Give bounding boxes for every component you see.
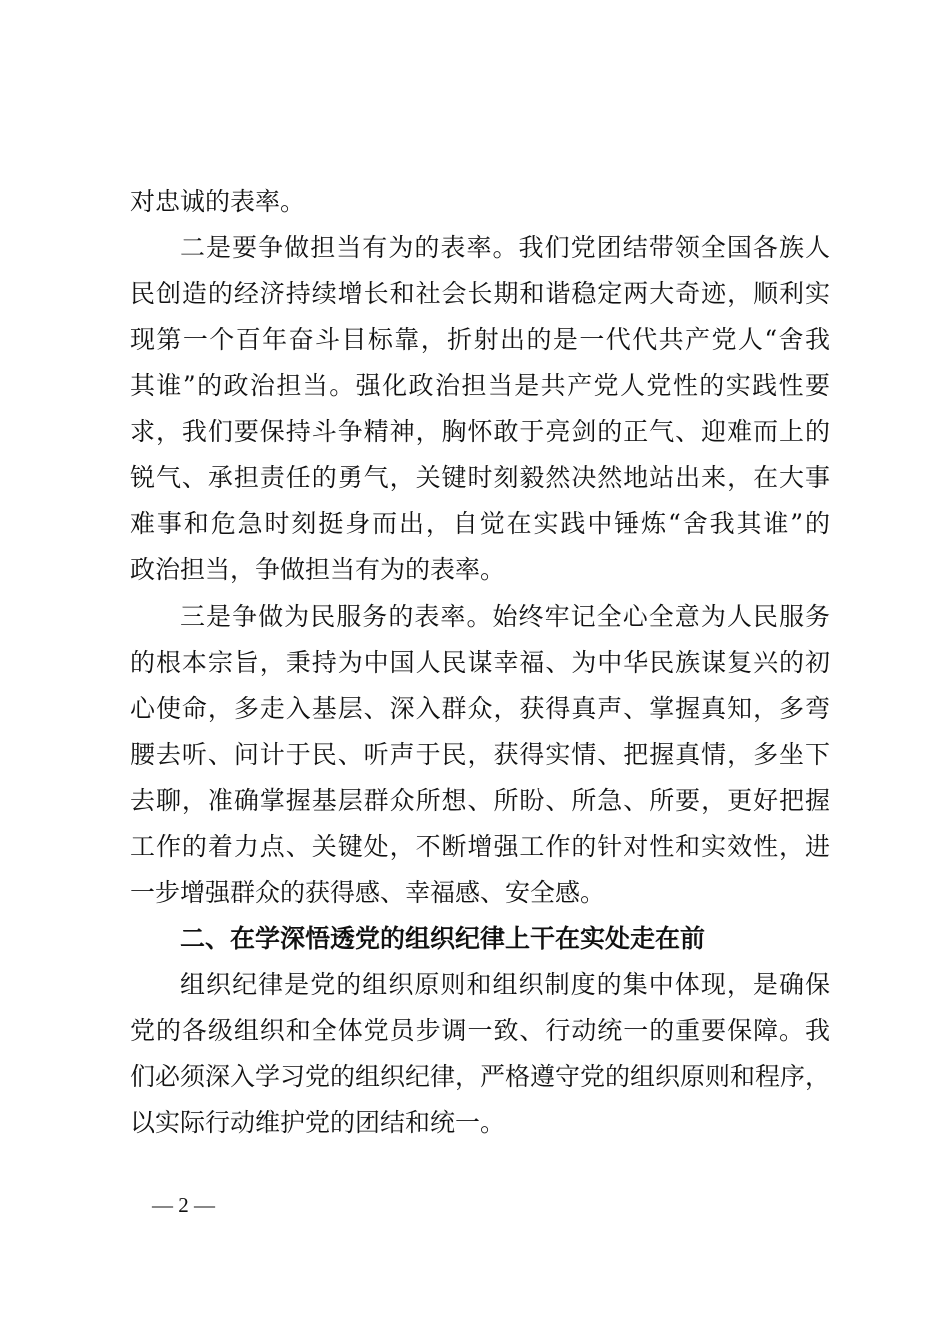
page-number: — 2 — [152,1193,215,1217]
paragraph-line: 们必须深入学习党的组织纪律，严格遵守党的组织原则和程序， [130,1062,831,1091]
section-heading: 二、在学深悟透党的组织纪律上干在实处走在前 [180,924,706,953]
paragraph-line: 组织纪律是党的组织原则和组织制度的集中体现，是确保 [180,970,830,999]
paragraph-line: 民创造的经济持续增长和社会长期和谐稳定两大奇迹，顺利实 [130,279,830,308]
paragraph-line: 政治担当，争做担当有为的表率。 [130,555,506,584]
paragraph-line: 党的各级组织和全体党员步调一致、行动统一的重要保障。我 [130,1016,830,1045]
paragraph-line: 的根本宗旨，秉持为中国人民谋幸福、为中华民族谋复兴的初 [130,648,830,677]
paragraph-line: 锐气、承担责任的勇气，关键时刻毅然决然地站出来，在大事 [130,463,830,492]
paragraph-line: 腰去听、问计于民、听声于民，获得实情、把握真情，多坐下 [130,740,830,769]
paragraph-line: 三是争做为民服务的表率。始终牢记全心全意为人民服务 [180,602,830,631]
paragraph-line: 心使命，多走入基层、深入群众，获得真声、掌握真知，多弯 [130,694,830,723]
paragraph-line: 对忠诚的表率。 [130,187,306,216]
paragraph-line: 二是要争做担当有为的表率。我们党团结带领全国各族人 [180,233,830,262]
paragraph-line: 以实际行动维护党的团结和统一。 [130,1108,506,1137]
paragraph-line: 现第一个百年奋斗目标靠，折射出的是一代代共产党人“舍我 [130,325,830,354]
paragraph-line: 去聊，准确掌握基层群众所想、所盼、所急、所要，更好把握 [130,786,830,815]
paragraph-line: 难事和危急时刻挺身而出，自觉在实践中锤炼“舍我其谁”的 [130,509,830,538]
paragraph-line: 一步增强群众的获得感、幸福感、安全感。 [130,878,606,907]
paragraph-line: 其谁”的政治担当。强化政治担当是共产党人党性的实践性要 [130,371,830,400]
paragraph-line: 工作的着力点、关键处，不断增强工作的针对性和实效性，进 [130,832,830,861]
paragraph-line: 求，我们要保持斗争精神，胸怀敢于亮剑的正气、迎难而上的 [130,417,830,446]
